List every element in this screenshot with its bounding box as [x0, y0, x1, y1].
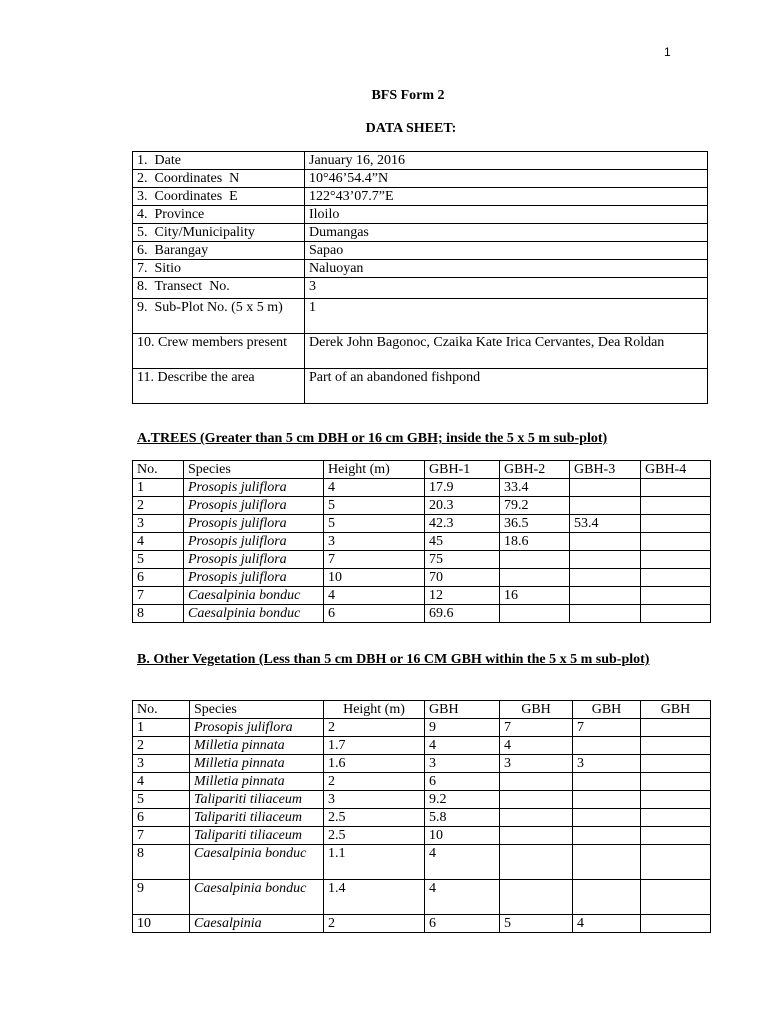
info-value: Naluoyan [305, 260, 708, 278]
table-row [133, 737, 711, 755]
info-label: 7. Sitio [133, 260, 305, 278]
column-header: GBH-1 [425, 461, 500, 479]
gbh-value [641, 569, 711, 587]
info-label: 1. Date [133, 152, 305, 170]
info-value: Derek John Bagonoc, Czaika Kate Irica Cervantes, Dea Roldan [305, 334, 708, 369]
row-number: 8 [133, 845, 190, 880]
gbh-value: 10 [425, 827, 500, 845]
gbh-value: 7 [500, 719, 573, 737]
column-header: No. [133, 461, 184, 479]
species-name: Milletia pinnata [190, 755, 324, 773]
table-row [133, 915, 711, 933]
height-value: 1.4 [324, 880, 425, 915]
row-number: 6 [133, 809, 190, 827]
gbh-value [500, 791, 573, 809]
info-row [133, 334, 708, 369]
species-name: Prosopis juliflora [184, 479, 324, 497]
sheet-title: DATA SHEET: [365, 121, 457, 136]
gbh-value [500, 773, 573, 791]
gbh-value [500, 569, 570, 587]
info-value: 1 [305, 299, 708, 334]
row-number: 7 [133, 827, 190, 845]
gbh-value [641, 880, 711, 915]
gbh-value: 69.6 [425, 605, 500, 623]
table-row [133, 880, 711, 915]
height-value: 4 [324, 479, 425, 497]
gbh-value: 79.2 [500, 497, 570, 515]
gbh-value: 9.2 [425, 791, 500, 809]
row-number: 1 [133, 719, 190, 737]
species-name: Talipariti tiliaceum [190, 827, 324, 845]
gbh-value [500, 809, 573, 827]
gbh-value [500, 827, 573, 845]
gbh-value [641, 827, 711, 845]
info-row [133, 188, 708, 206]
gbh-value: 45 [425, 533, 500, 551]
height-value: 7 [324, 551, 425, 569]
gbh-value [500, 880, 573, 915]
row-number: 4 [133, 533, 184, 551]
gbh-value: 5.8 [425, 809, 500, 827]
row-number: 9 [133, 880, 190, 915]
table-row [133, 605, 711, 623]
info-value: Part of an abandoned fishpond [305, 369, 708, 404]
gbh-value: 4 [500, 737, 573, 755]
row-number: 2 [133, 497, 184, 515]
gbh-value [570, 605, 641, 623]
row-number: 3 [133, 755, 190, 773]
gbh-value [500, 551, 570, 569]
gbh-value [573, 773, 641, 791]
column-header: GBH-2 [500, 461, 570, 479]
gbh-value: 17.9 [425, 479, 500, 497]
gbh-value [641, 809, 711, 827]
info-value: 3 [305, 278, 708, 299]
trees-table [132, 460, 711, 623]
species-name: Prosopis juliflora [184, 497, 324, 515]
info-label: 8. Transect No. [133, 278, 305, 299]
species-name: Prosopis juliflora [190, 719, 324, 737]
height-value: 5 [324, 497, 425, 515]
height-value: 4 [324, 587, 425, 605]
gbh-value: 18.6 [500, 533, 570, 551]
trees-table-body [133, 479, 711, 623]
column-header: GBH-4 [641, 461, 711, 479]
table-row [133, 773, 711, 791]
gbh-value: 7 [573, 719, 641, 737]
gbh-value: 6 [425, 915, 500, 933]
gbh-value [641, 737, 711, 755]
gbh-value: 4 [425, 737, 500, 755]
gbh-value [500, 605, 570, 623]
table-row [133, 533, 711, 551]
gbh-value [641, 773, 711, 791]
gbh-value: 16 [500, 587, 570, 605]
species-name: Caesalpinia bonduc [190, 845, 324, 880]
gbh-value [573, 880, 641, 915]
info-value: 122°43’07.7”E [305, 188, 708, 206]
height-value: 1.6 [324, 755, 425, 773]
gbh-value: 3 [425, 755, 500, 773]
species-name: Milletia pinnata [190, 737, 324, 755]
gbh-value: 3 [573, 755, 641, 773]
height-value: 1.7 [324, 737, 425, 755]
info-value: 10°46’54.4”N [305, 170, 708, 188]
gbh-value [573, 845, 641, 880]
gbh-value [570, 569, 641, 587]
info-row [133, 260, 708, 278]
info-value: Dumangas [305, 224, 708, 242]
gbh-value [641, 497, 711, 515]
gbh-value [641, 915, 711, 933]
species-name: Caesalpinia [190, 915, 324, 933]
info-value: Sapao [305, 242, 708, 260]
table-row [133, 827, 711, 845]
other-vegetation-table-body [133, 719, 711, 933]
table-row [133, 587, 711, 605]
row-number: 4 [133, 773, 190, 791]
page-number: 1 [664, 45, 671, 59]
gbh-value [641, 845, 711, 880]
gbh-value: 4 [425, 845, 500, 880]
row-number: 5 [133, 551, 184, 569]
info-row [133, 242, 708, 260]
other-vegetation-section-heading: B. Other Vegetation (Less than 5 cm DBH or 16 CM GBH within the 5 x 5 m sub-plot) [137, 652, 650, 667]
gbh-value [573, 809, 641, 827]
gbh-value [573, 737, 641, 755]
gbh-value [641, 605, 711, 623]
gbh-value: 75 [425, 551, 500, 569]
gbh-value: 4 [573, 915, 641, 933]
row-number: 10 [133, 915, 190, 933]
gbh-value: 4 [425, 880, 500, 915]
row-number: 5 [133, 791, 190, 809]
gbh-value: 3 [500, 755, 573, 773]
info-row [133, 278, 708, 299]
table-row [133, 497, 711, 515]
info-row [133, 369, 708, 404]
table-row [133, 479, 711, 497]
species-name: Talipariti tiliaceum [190, 809, 324, 827]
gbh-value: 42.3 [425, 515, 500, 533]
column-header: Height (m) [324, 461, 425, 479]
height-value: 2 [324, 773, 425, 791]
gbh-value: 36.5 [500, 515, 570, 533]
gbh-value [500, 845, 573, 880]
height-value: 10 [324, 569, 425, 587]
height-value: 2 [324, 915, 425, 933]
table-row [133, 755, 711, 773]
gbh-value: 9 [425, 719, 500, 737]
gbh-value [570, 551, 641, 569]
gbh-value: 53.4 [570, 515, 641, 533]
gbh-value [641, 479, 711, 497]
info-label: 3. Coordinates E [133, 188, 305, 206]
column-header: GBH [425, 701, 500, 719]
column-header: GBH [641, 701, 711, 719]
column-header: Height (m) [324, 701, 425, 719]
info-label: 9. Sub-Plot No. (5 x 5 m) [133, 299, 305, 334]
trees-section-heading: A.TREES (Greater than 5 cm DBH or 16 cm GBH; inside the 5 x 5 m sub-plot) [137, 431, 608, 446]
table-header-row [133, 701, 711, 719]
gbh-value [641, 551, 711, 569]
column-header: Species [190, 701, 324, 719]
info-label: 2. Coordinates N [133, 170, 305, 188]
column-header: GBH [500, 701, 573, 719]
gbh-value: 70 [425, 569, 500, 587]
column-header: No. [133, 701, 190, 719]
gbh-value [570, 497, 641, 515]
gbh-value [570, 533, 641, 551]
info-value: Iloilo [305, 206, 708, 224]
height-value: 3 [324, 791, 425, 809]
row-number: 6 [133, 569, 184, 587]
gbh-value: 20.3 [425, 497, 500, 515]
info-label: 11. Describe the area [133, 369, 305, 404]
table-row [133, 515, 711, 533]
row-number: 2 [133, 737, 190, 755]
species-name: Milletia pinnata [190, 773, 324, 791]
site-info-table [132, 151, 708, 404]
gbh-value [641, 533, 711, 551]
row-number: 3 [133, 515, 184, 533]
info-row [133, 170, 708, 188]
info-label: 4. Province [133, 206, 305, 224]
height-value: 2 [324, 719, 425, 737]
species-name: Prosopis juliflora [184, 515, 324, 533]
info-value: January 16, 2016 [305, 152, 708, 170]
info-label: 5. City/Municipality [133, 224, 305, 242]
gbh-value [570, 479, 641, 497]
gbh-value [573, 791, 641, 809]
gbh-value: 6 [425, 773, 500, 791]
gbh-value [641, 587, 711, 605]
other-vegetation-table [132, 700, 711, 933]
height-value: 6 [324, 605, 425, 623]
table-row [133, 845, 711, 880]
info-row [133, 206, 708, 224]
info-label: 10. Crew members present [133, 334, 305, 369]
species-name: Caesalpinia bonduc [184, 605, 324, 623]
column-header: GBH-3 [570, 461, 641, 479]
table-row [133, 551, 711, 569]
row-number: 8 [133, 605, 184, 623]
info-row [133, 224, 708, 242]
table-row [133, 809, 711, 827]
species-name: Caesalpinia bonduc [190, 880, 324, 915]
column-header: Species [184, 461, 324, 479]
gbh-value [573, 827, 641, 845]
gbh-value [641, 719, 711, 737]
gbh-value [641, 515, 711, 533]
height-value: 2.5 [324, 809, 425, 827]
gbh-value [641, 755, 711, 773]
row-number: 7 [133, 587, 184, 605]
table-header-row [133, 461, 711, 479]
column-header: GBH [573, 701, 641, 719]
table-row [133, 791, 711, 809]
height-value: 5 [324, 515, 425, 533]
form-title: BFS Form 2 [371, 88, 445, 103]
gbh-value: 5 [500, 915, 573, 933]
gbh-value [570, 587, 641, 605]
species-name: Talipariti tiliaceum [190, 791, 324, 809]
row-number: 1 [133, 479, 184, 497]
info-row [133, 152, 708, 170]
species-name: Caesalpinia bonduc [184, 587, 324, 605]
table-row [133, 569, 711, 587]
info-row [133, 299, 708, 334]
height-value: 2.5 [324, 827, 425, 845]
info-label: 6. Barangay [133, 242, 305, 260]
species-name: Prosopis juliflora [184, 569, 324, 587]
gbh-value: 12 [425, 587, 500, 605]
species-name: Prosopis juliflora [184, 533, 324, 551]
gbh-value [641, 791, 711, 809]
gbh-value: 33.4 [500, 479, 570, 497]
species-name: Prosopis juliflora [184, 551, 324, 569]
height-value: 1.1 [324, 845, 425, 880]
height-value: 3 [324, 533, 425, 551]
table-row [133, 719, 711, 737]
